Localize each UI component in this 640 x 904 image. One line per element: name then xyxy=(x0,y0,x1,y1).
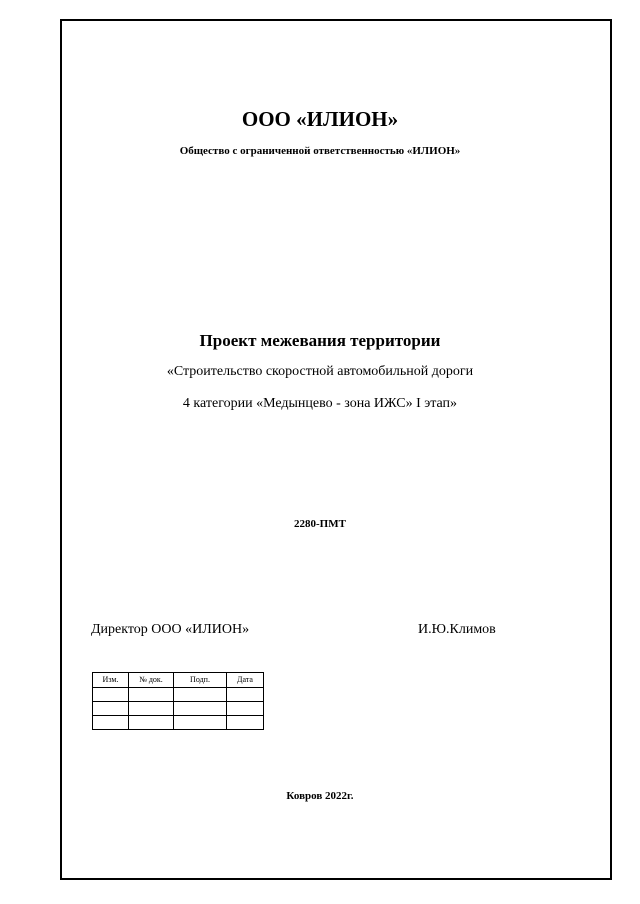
signer-position: Директор ООО «ИЛИОН» xyxy=(91,622,250,637)
revision-header-date: Дата xyxy=(227,673,264,688)
table-row xyxy=(93,716,264,730)
document-code: 2280-ПМТ xyxy=(294,518,346,530)
table-cell xyxy=(227,716,264,730)
company-short-name: ООО «ИЛИОН» xyxy=(241,107,399,131)
table-cell xyxy=(93,688,129,702)
table-cell xyxy=(174,702,227,716)
company-full-name: Общество с ограниченной ответственностью «ИЛИОН» xyxy=(179,145,461,157)
table-cell xyxy=(174,716,227,730)
table-cell xyxy=(93,702,129,716)
table-cell xyxy=(129,716,174,730)
table-row xyxy=(93,702,264,716)
document-subtitle-line2: 4 категории «Медынцево - зона ИЖС» I этап» xyxy=(182,396,458,411)
document-subtitle-line1: «Строительство скоростной автомобильной дороги xyxy=(166,364,474,379)
place-and-year: Ковров 2022г. xyxy=(286,790,354,802)
revision-header-doc-number: № док. xyxy=(129,673,174,688)
revision-table-header xyxy=(93,673,264,688)
table-cell xyxy=(129,688,174,702)
revision-header-change: Изм. xyxy=(93,673,129,688)
document-title: Проект межевания территории xyxy=(199,331,441,350)
table-cell xyxy=(93,716,129,730)
table-cell xyxy=(227,688,264,702)
signer-name: И.Ю.Климов xyxy=(418,622,496,637)
revision-table xyxy=(92,672,264,730)
table-cell xyxy=(174,688,227,702)
table-cell xyxy=(129,702,174,716)
revision-header-signature: Подп. xyxy=(174,673,227,688)
table-cell xyxy=(227,702,264,716)
table-row xyxy=(93,688,264,702)
